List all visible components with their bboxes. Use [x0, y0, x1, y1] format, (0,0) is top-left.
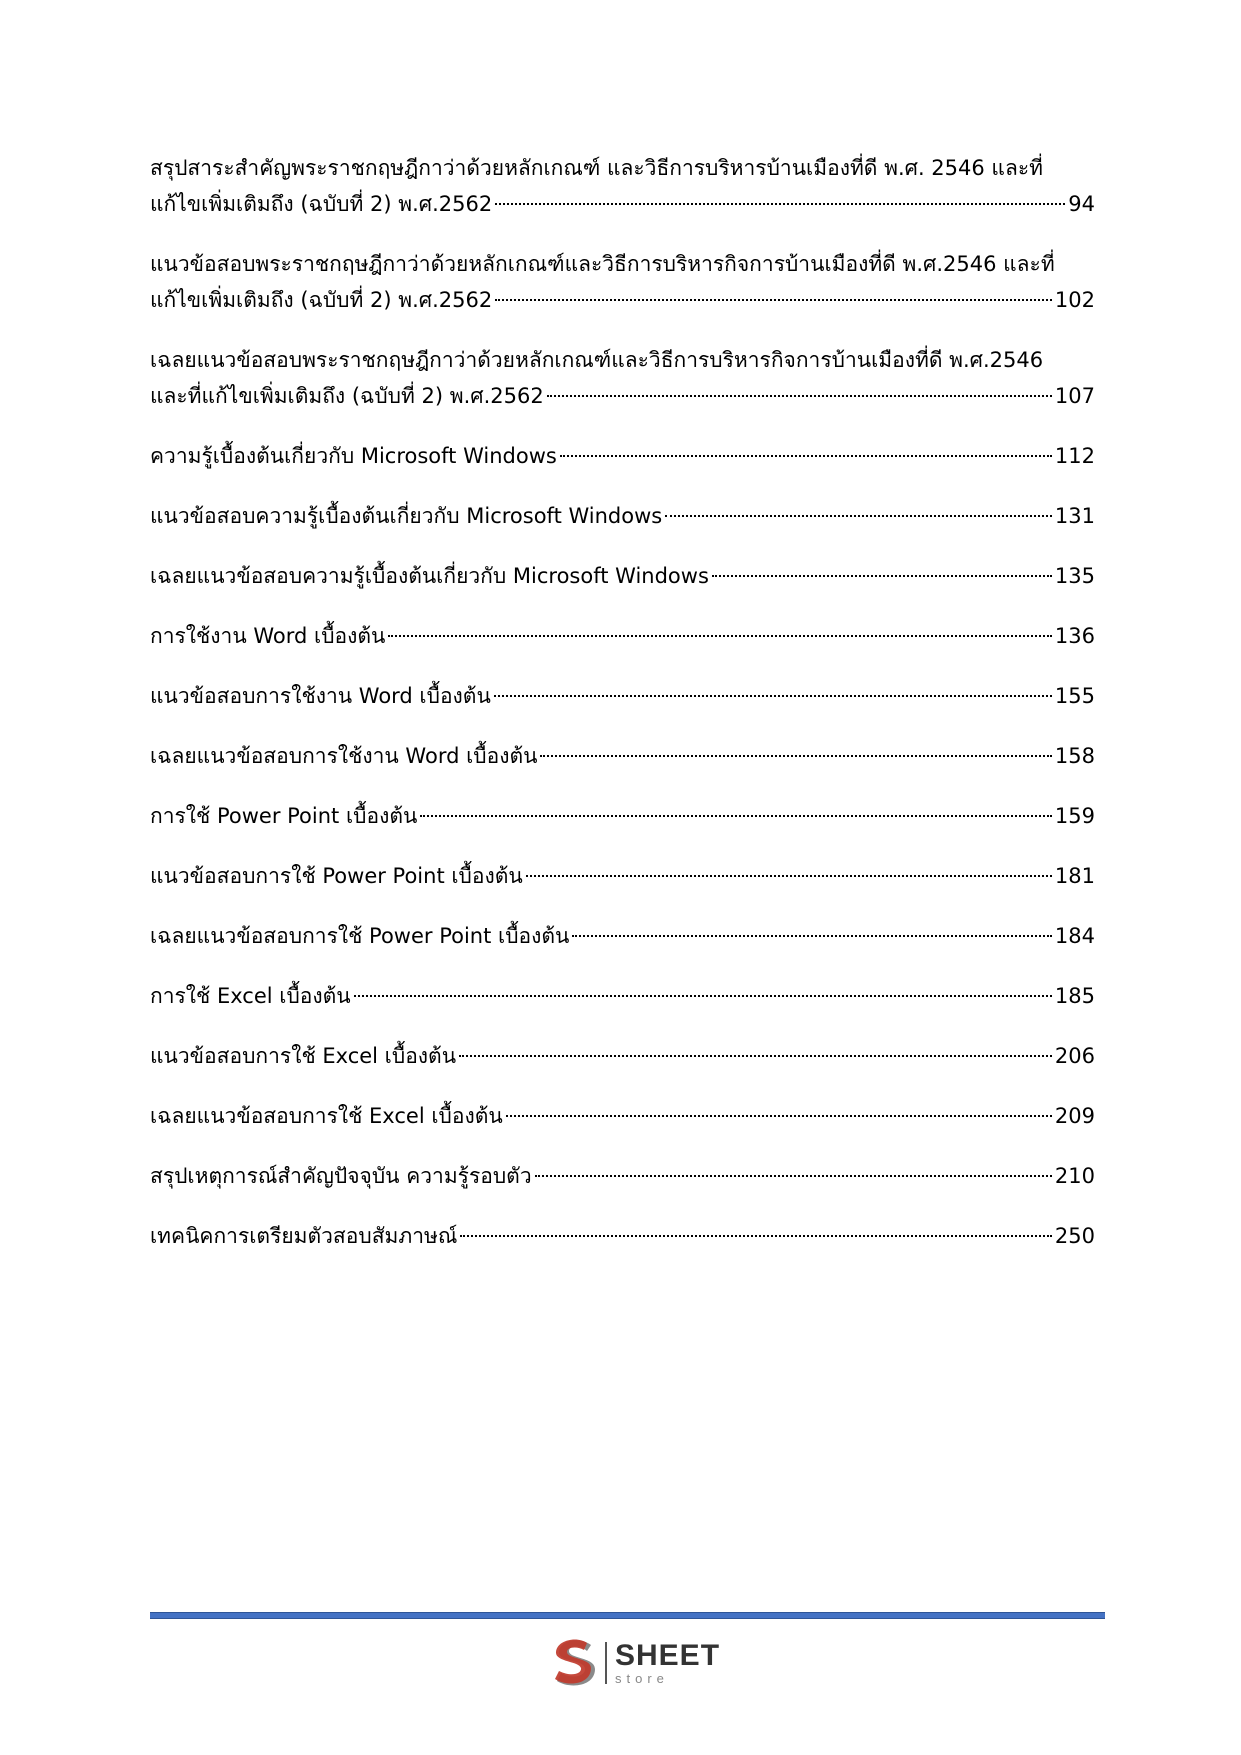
dot-leader — [459, 1055, 1052, 1057]
toc-entry[interactable] — [150, 738, 1095, 774]
logo-separator — [605, 1642, 607, 1684]
toc-entry-title: ความรู้เบื้องต้นเกี่ยวกับ Microsoft Windows — [150, 444, 557, 468]
dot-leader — [560, 455, 1052, 457]
toc-entry[interactable] — [150, 246, 1095, 318]
toc-entry-page: 135 — [1054, 564, 1095, 588]
toc-entry[interactable] — [150, 150, 1095, 222]
toc-entry[interactable] — [150, 558, 1095, 594]
toc-entry-page: 210 — [1054, 1164, 1095, 1188]
dot-leader — [535, 1175, 1052, 1177]
toc-entry-title: การใช้งาน Word เบื้องต้น — [150, 624, 386, 648]
toc-entry[interactable] — [150, 1158, 1095, 1194]
toc-entry-title: เฉลยแนวข้อสอบความรู้เบื้องต้นเกี่ยวกับ Microsoft Windows — [150, 564, 709, 588]
toc-entry[interactable] — [150, 798, 1095, 834]
toc-entry-page: 102 — [1054, 288, 1095, 312]
dot-leader — [572, 935, 1052, 937]
toc-entry-title: แก้ไขเพิ่มเติมถึง (ฉบับที่ 2) พ.ศ.2562 — [150, 288, 493, 312]
toc-entry-title: แนวข้อสอบการใช้ Power Point เบื้องต้น — [150, 864, 523, 888]
toc-entry-title: เฉลยแนวข้อสอบการใช้ Power Point เบื้องต้น — [150, 924, 570, 948]
dot-leader — [494, 695, 1052, 697]
toc-entry-page: 155 — [1054, 684, 1095, 708]
toc-entry-title: แนวข้อสอบการใช้งาน Word เบื้องต้น — [150, 684, 491, 708]
toc-entry-title: เทคนิคการเตรียมตัวสอบสัมภาษณ์ — [150, 1224, 458, 1248]
toc-entry[interactable] — [150, 1098, 1095, 1134]
dot-leader — [495, 299, 1052, 301]
toc-entry-title-line1: สรุปสาระสำคัญพระราชกฤษฎีกาว่าด้วยหลักเกณฑ์ และวิธีการบริหารบ้านเมืองที่ดี พ.ศ. 2546 และที่ — [150, 156, 1043, 180]
dot-leader — [354, 995, 1052, 997]
toc-entry-page: 112 — [1054, 444, 1095, 468]
toc-entry-title-line1: เฉลยแนวข้อสอบพระราชกฤษฎีกาว่าด้วยหลักเกณฑ์และวิธีการบริหารกิจการบ้านเมืองที่ดี พ.ศ.2546 — [150, 348, 1044, 372]
dot-leader — [388, 635, 1052, 637]
toc-entry-title: แนวข้อสอบการใช้ Excel เบื้องต้น — [150, 1044, 457, 1068]
toc-entry-page: 250 — [1054, 1224, 1095, 1248]
toc-entry-page: 131 — [1054, 504, 1095, 528]
toc-entry-title: เฉลยแนวข้อสอบการใช้ Excel เบื้องต้น — [150, 1104, 503, 1128]
toc-entry-title: เฉลยแนวข้อสอบการใช้งาน Word เบื้องต้น — [150, 744, 538, 768]
toc-entry-title: การใช้ Power Point เบื้องต้น — [150, 804, 418, 828]
dot-leader — [712, 575, 1052, 577]
toc-entry-page: 181 — [1054, 864, 1095, 888]
toc-entry-title: แนวข้อสอบความรู้เบื้องต้นเกี่ยวกับ Microsoft Windows — [150, 504, 663, 528]
toc-entry[interactable] — [150, 498, 1095, 534]
toc-entry-page: 206 — [1054, 1044, 1095, 1068]
toc-entry-page: 107 — [1054, 384, 1095, 408]
dot-leader — [547, 395, 1052, 397]
dot-leader — [526, 875, 1052, 877]
toc-entry[interactable] — [150, 918, 1095, 954]
toc-entry-title: สรุปเหตุการณ์สำคัญปัจจุบัน ความรู้รอบตัว — [150, 1164, 532, 1188]
toc-entry-title-line1: แนวข้อสอบพระราชกฤษฎีกาว่าด้วยหลักเกณฑ์และวิธีการบริหารกิจการบ้านเมืองที่ดี พ.ศ.2546 และที่ — [150, 252, 1055, 276]
toc-entry[interactable] — [150, 978, 1095, 1014]
toc-entry-page: 136 — [1054, 624, 1095, 648]
toc-entry[interactable] — [150, 438, 1095, 474]
logo-word: SHEET — [615, 1639, 721, 1672]
footer-rule — [150, 1612, 1105, 1619]
toc-entry[interactable] — [150, 618, 1095, 654]
toc-entry[interactable] — [150, 858, 1095, 894]
toc-entry-page: 185 — [1054, 984, 1095, 1008]
toc-entry-page: 184 — [1054, 924, 1095, 948]
toc-entry-title: และที่แก้ไขเพิ่มเติมถึง (ฉบับที่ 2) พ.ศ.2562 — [150, 384, 544, 408]
toc-entry-title: แก้ไขเพิ่มเติมถึง (ฉบับที่ 2) พ.ศ.2562 — [150, 192, 493, 216]
dot-leader — [665, 515, 1052, 517]
toc-entry-page: 209 — [1054, 1104, 1095, 1128]
table-of-contents — [150, 150, 1095, 1278]
s-logo-icon — [551, 1637, 599, 1689]
toc-entry[interactable] — [150, 678, 1095, 714]
dot-leader — [420, 815, 1052, 817]
sheet-store-logo — [551, 1635, 720, 1691]
toc-entry-page: 94 — [1068, 192, 1095, 216]
toc-entry[interactable] — [150, 1218, 1095, 1254]
logo-text — [615, 1641, 720, 1685]
toc-entry-page: 159 — [1054, 804, 1095, 828]
toc-entry[interactable] — [150, 1038, 1095, 1074]
toc-entry[interactable] — [150, 342, 1095, 414]
toc-entry-title: การใช้ Excel เบื้องต้น — [150, 984, 351, 1008]
logo-subtitle: store — [615, 1671, 669, 1686]
dot-leader — [540, 755, 1051, 757]
dot-leader — [460, 1235, 1052, 1237]
dot-leader — [506, 1115, 1052, 1117]
toc-entry-page: 158 — [1054, 744, 1095, 768]
dot-leader — [495, 203, 1065, 205]
